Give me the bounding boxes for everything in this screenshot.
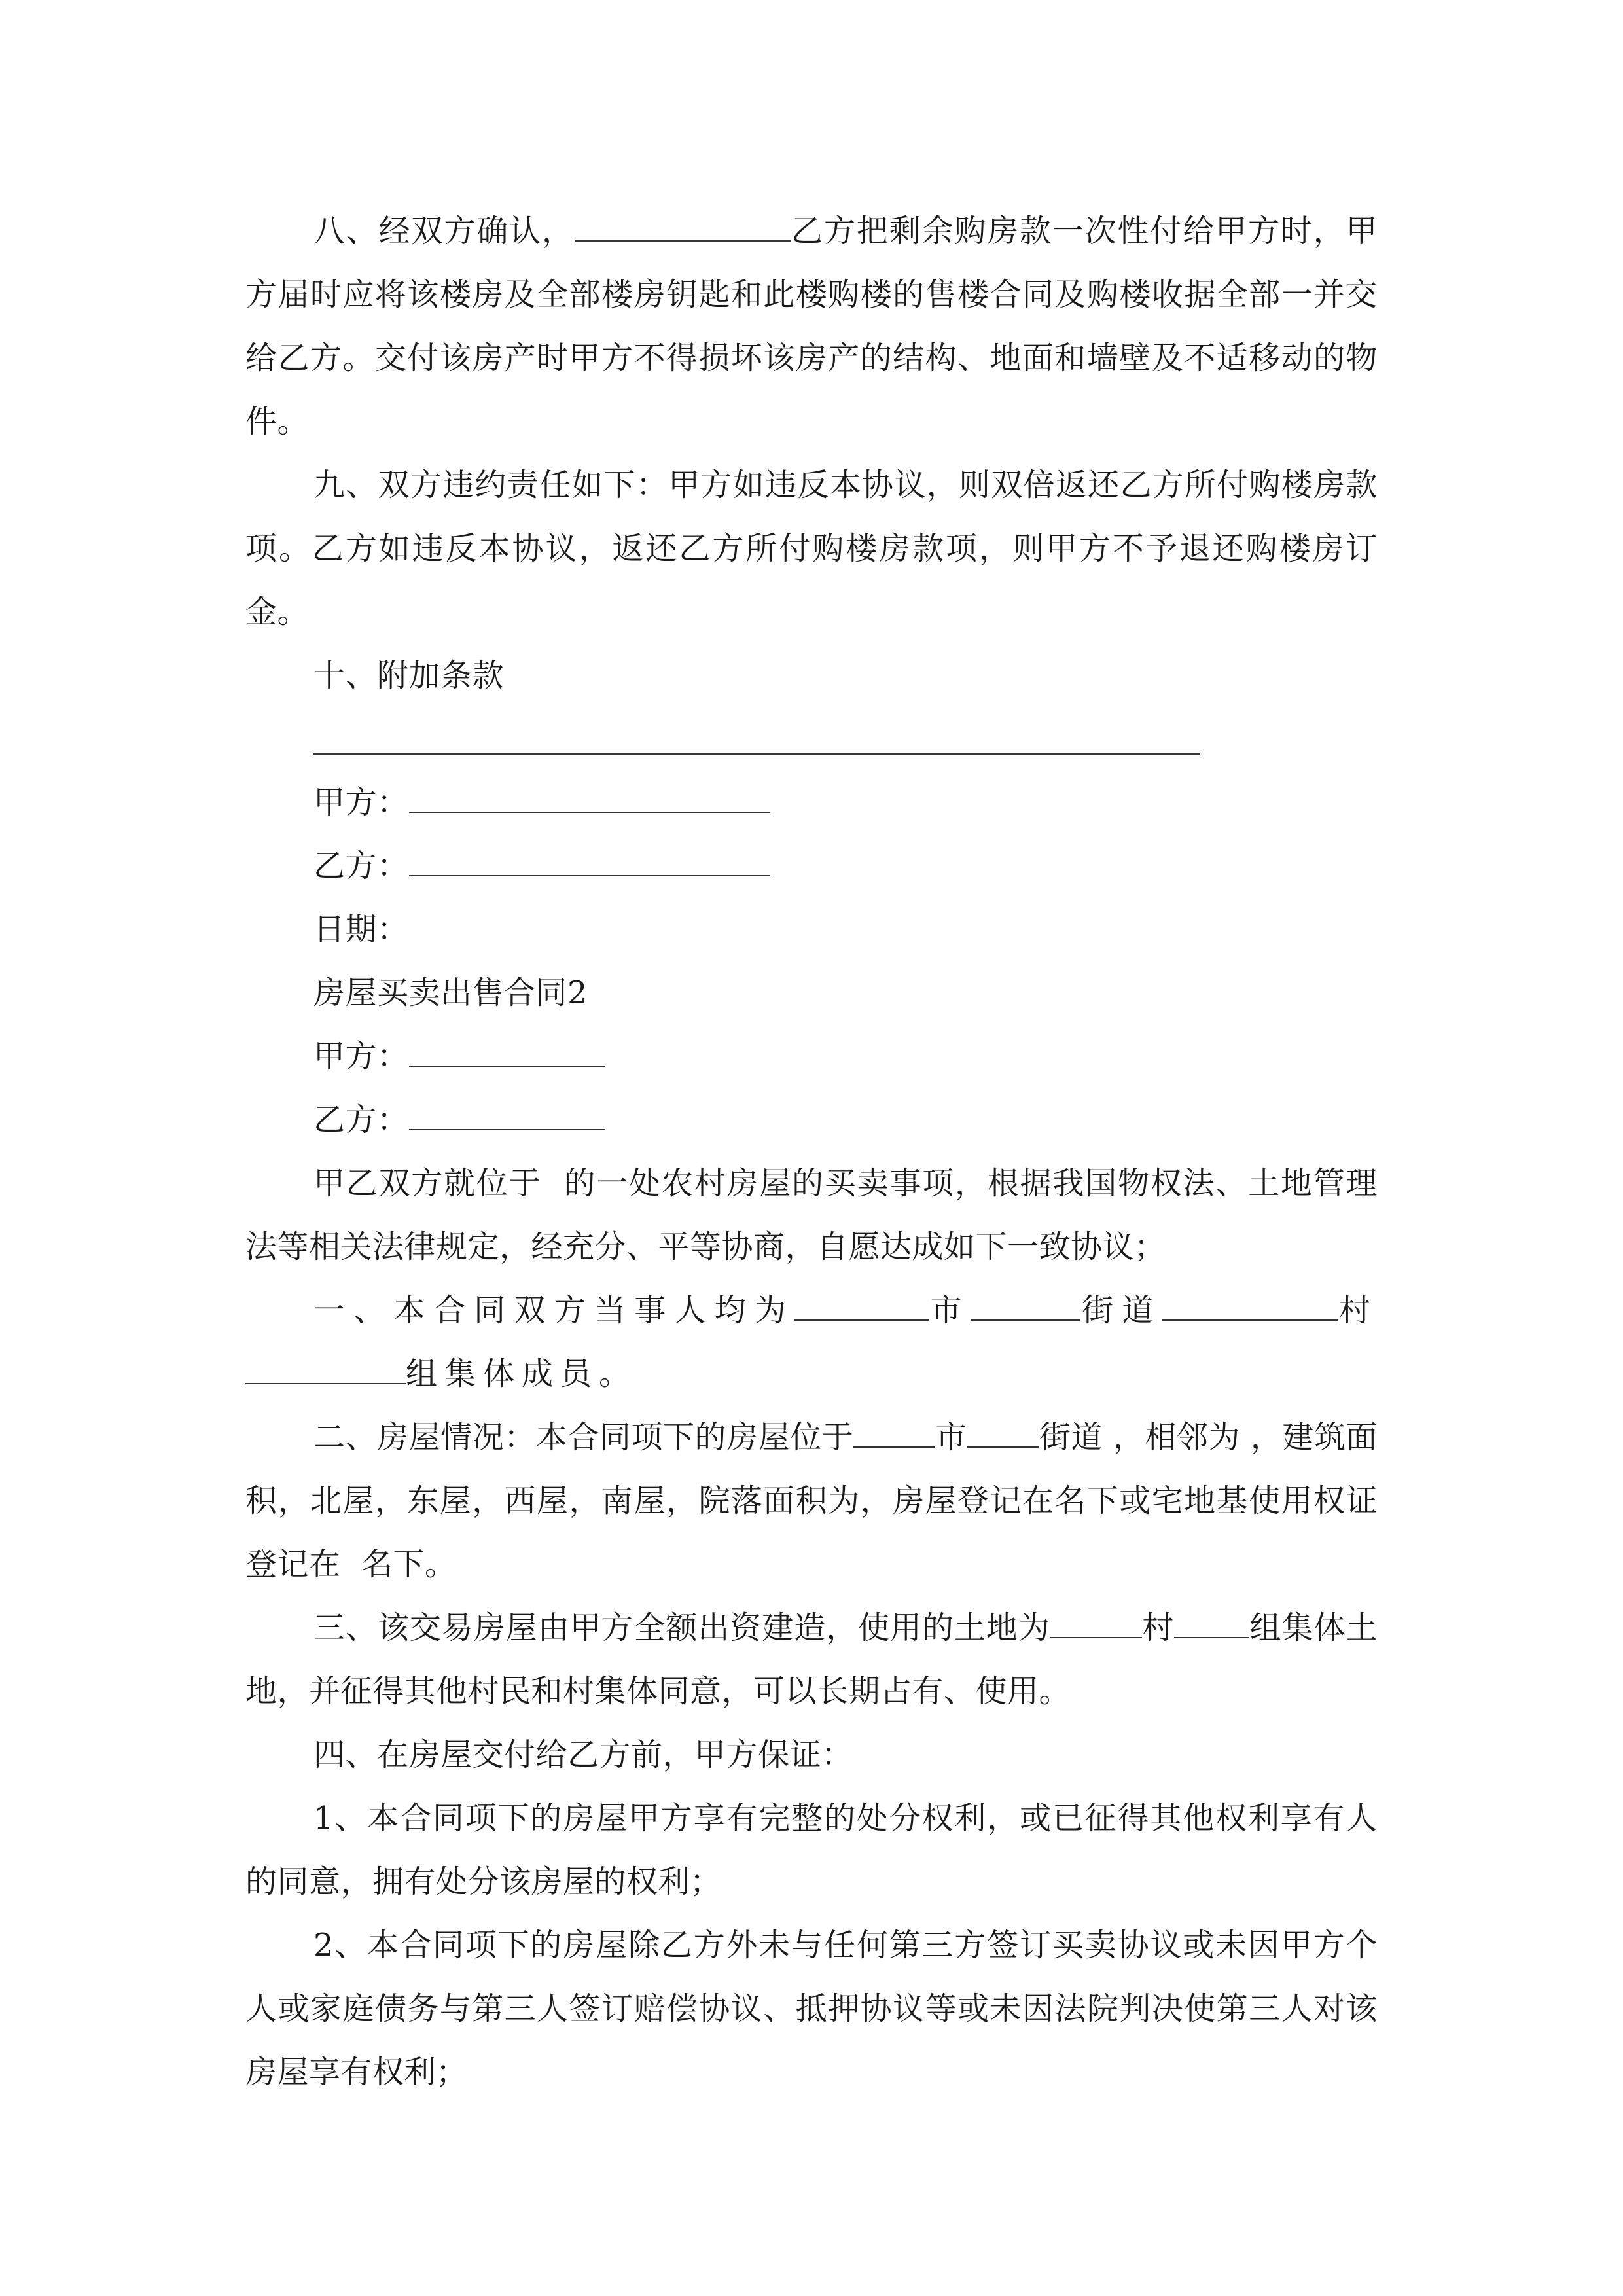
sign-party-a — [245, 771, 1378, 834]
article-1-text: 一、本合同双方当事人均为 — [313, 1292, 795, 1329]
article-2-text: 市 — [935, 1419, 967, 1456]
underline-rule — [313, 753, 1200, 755]
sign-date: 日期： — [313, 911, 409, 948]
article-1-text: 市 — [929, 1292, 971, 1329]
article-4-item-1: 1、本合同项下的房屋甲方享有完整的处分权利，或已征得其他权利享有人的同意，拥有处分该房屋的权利； — [245, 1800, 1378, 1900]
party-b-field[interactable] — [409, 1090, 605, 1130]
village-field[interactable] — [1162, 1280, 1338, 1321]
city-field[interactable] — [853, 1407, 935, 1448]
additional-terms-line[interactable] — [245, 708, 1378, 771]
contract-2-intro: 甲乙双方就位于 的一处农村房屋的买卖事项，根据我国物权法、土地管理法等相关法律规定，经充分、平等协商，自愿达成如下一致协议； — [245, 1165, 1378, 1265]
article-4-item-2: 2、本合同项下的房屋除乙方外未与任何第三方签订买卖协议或未因甲方个人或家庭债务与第三人签订赔偿协议、抵押协议等或未因法院判决使第三人对该房屋享有权利； — [245, 1927, 1378, 2090]
article-2 — [245, 1406, 1378, 1596]
party-a-field[interactable] — [409, 772, 770, 813]
article-1 — [245, 1279, 1378, 1406]
article-2-text: 街道 ，相邻为 ，建筑面积，北屋，东屋，西屋，南屋，院落面积为，房屋登记在名下或宅地基使用权证登记在 名下。 — [245, 1419, 1378, 1583]
contract-2-title: 房屋买卖出售合同2 — [313, 975, 588, 1011]
article-3 — [245, 1596, 1378, 1723]
article-1-text: 组集体成员。 — [406, 1355, 638, 1392]
party-b-field[interactable] — [409, 836, 770, 876]
clause-8 — [245, 200, 1378, 454]
contract-2-party-a — [245, 1025, 1378, 1088]
party-b-label: 乙方： — [313, 1102, 409, 1138]
article-4: 四、在房屋交付给乙方前，甲方保证： — [313, 1736, 853, 1773]
clause-8-lead: 八、经双方确认， — [313, 213, 575, 249]
article-3-text: 村 — [1141, 1609, 1175, 1646]
city-field[interactable] — [794, 1280, 929, 1321]
article-1-text: 街道 — [1080, 1292, 1162, 1329]
document-body — [245, 200, 1378, 2104]
clause-9: 九、双方违约责任如下：甲方如违反本协议，则双倍返还乙方所付购楼房款项。乙方如违反本协议，返还乙方所付购楼房款项，则甲方不予退还购楼房订金。 — [245, 467, 1378, 630]
street-field[interactable] — [971, 1280, 1080, 1321]
article-3-text: 组集体土地，并征得其他村民和村集体同意，可以长期占有、使用。 — [245, 1609, 1378, 1710]
village-field[interactable] — [1050, 1598, 1142, 1638]
blank-field[interactable] — [575, 201, 791, 242]
party-a-label: 甲方： — [313, 784, 409, 821]
article-2-text: 二、房屋情况：本合同项下的房屋位于 — [313, 1419, 854, 1456]
article-1-text: 村 — [1337, 1292, 1378, 1329]
street-field[interactable] — [967, 1407, 1039, 1448]
clause-10-heading: 十、附加条款 — [313, 657, 505, 694]
party-a-label: 甲方： — [313, 1038, 409, 1075]
clause-8-text: 乙方把剩余购房款一次性付给甲方时，甲方届时应将该楼房及全部楼房钥匙和此楼购楼的售楼合同及购楼收据全部一并交给乙方。交付该房产时甲方不得损坏该房产的结构、地面和墙壁及不适移动的物件。 — [245, 213, 1378, 440]
party-a-field[interactable] — [409, 1026, 605, 1067]
group-field[interactable] — [1174, 1598, 1249, 1638]
party-b-label: 乙方： — [313, 848, 409, 884]
contract-2-party-b — [245, 1088, 1378, 1152]
group-field[interactable] — [245, 1344, 406, 1384]
article-3-text: 三、该交易房屋由甲方全额出资建造，使用的土地为 — [313, 1609, 1050, 1646]
sign-party-b — [245, 834, 1378, 898]
